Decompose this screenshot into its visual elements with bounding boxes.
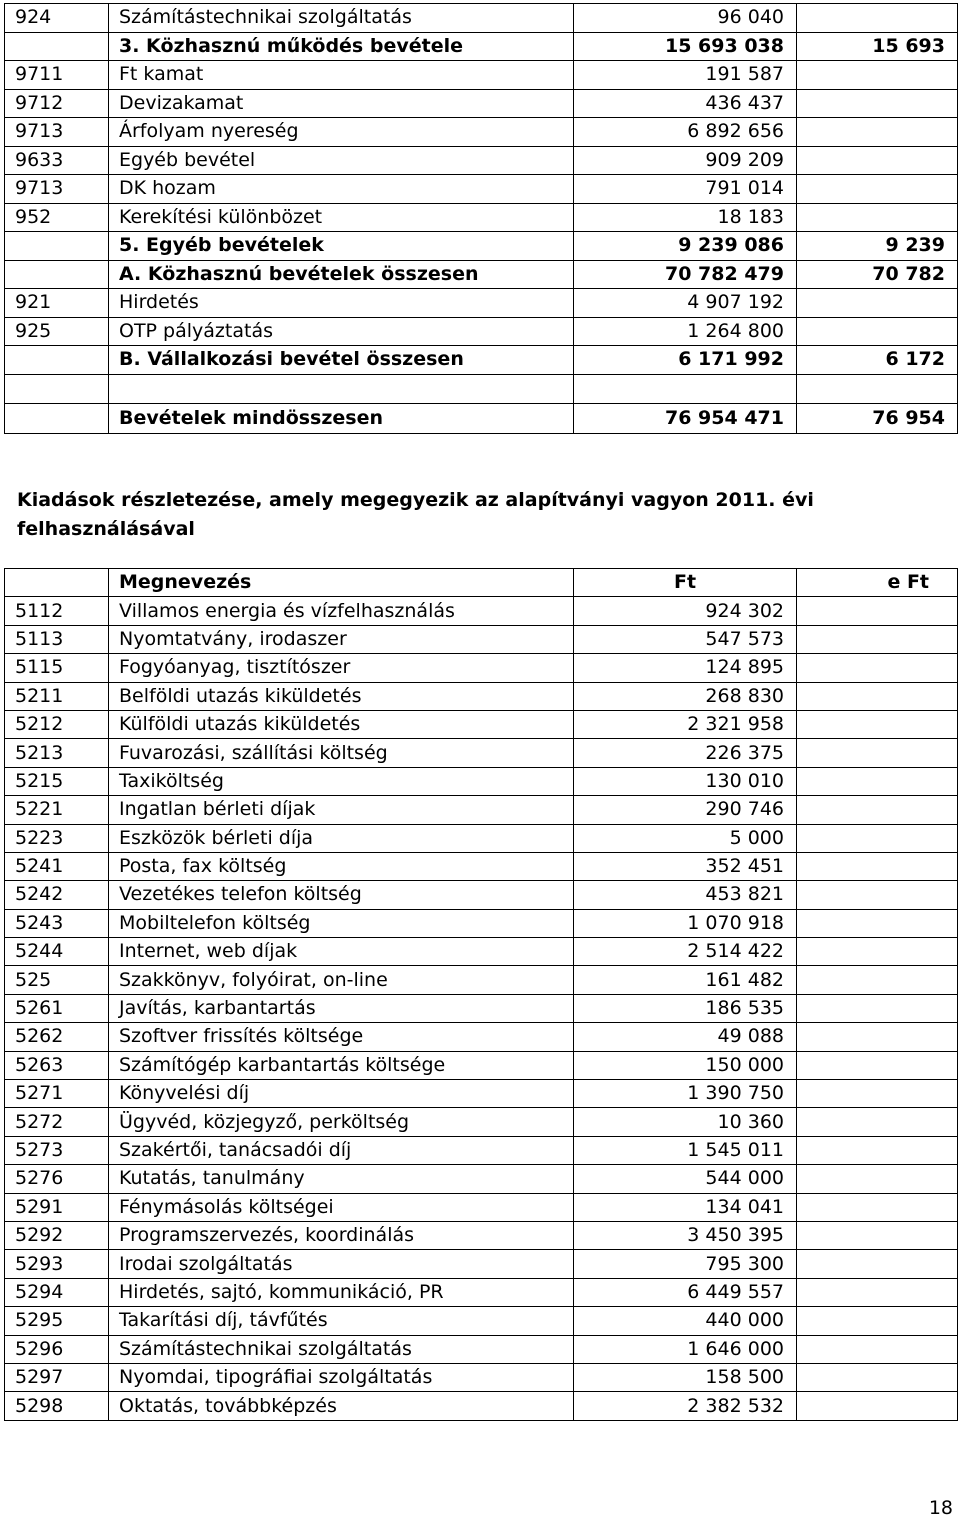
expense-label: Ügyvéd, közjegyző, perköltség	[109, 1108, 574, 1136]
income-row	[5, 61, 958, 90]
expense-row	[5, 966, 958, 994]
grand-total-label: Bevételek mindösszesen	[109, 404, 574, 434]
expense-ft: 10 360	[574, 1108, 797, 1136]
income-ft: 70 782 479	[574, 260, 797, 289]
expense-row	[5, 1392, 958, 1420]
expense-label: Eszközök bérleti díja	[109, 824, 574, 852]
expense-eft	[797, 1136, 958, 1164]
income-ft: 6 892 656	[574, 118, 797, 147]
income-ft: 6 171 992	[574, 346, 797, 375]
expense-label: Kutatás, tanulmány	[109, 1165, 574, 1193]
expense-label: Könyvelési díj	[109, 1080, 574, 1108]
income-ft: 15 693 038	[574, 32, 797, 61]
income-code: 9713	[5, 118, 109, 147]
expense-label: Ingatlan bérleti díjak	[109, 796, 574, 824]
expense-ft: 124 895	[574, 654, 797, 682]
income-eft	[797, 175, 958, 204]
expense-code: 5242	[5, 881, 109, 909]
expense-heading: Kiadások részletezése, amely megegyezik az alapítványi vagyon 2011. évi felhasználásával	[17, 489, 814, 540]
expense-row	[5, 739, 958, 767]
expense-row	[5, 1363, 958, 1391]
expense-code: 5212	[5, 710, 109, 738]
expense-eft	[797, 1080, 958, 1108]
income-row	[5, 317, 958, 346]
expense-code: 525	[5, 966, 109, 994]
expense-eft	[797, 796, 958, 824]
income-subtotal-row	[5, 32, 958, 61]
expense-eft	[797, 994, 958, 1022]
expense-label: Oktatás, továbbképzés	[109, 1392, 574, 1420]
income-eft: 15 693	[797, 32, 958, 61]
expense-eft	[797, 1221, 958, 1249]
expense-row	[5, 1278, 958, 1306]
expense-label: Irodai szolgáltatás	[109, 1250, 574, 1278]
income-eft	[797, 89, 958, 118]
income-row	[5, 289, 958, 318]
expense-code: 5262	[5, 1023, 109, 1051]
expense-code: 5261	[5, 994, 109, 1022]
income-label: A. Közhasznú bevételek összesen	[109, 260, 574, 289]
income-label: Kerekítési különbözet	[109, 203, 574, 232]
expense-code: 5211	[5, 682, 109, 710]
expense-eft	[797, 824, 958, 852]
income-eft: 9 239	[797, 232, 958, 261]
expense-eft	[797, 682, 958, 710]
income-eft	[797, 317, 958, 346]
expense-row	[5, 796, 958, 824]
expense-ft: 161 482	[574, 966, 797, 994]
income-subtotal-row	[5, 232, 958, 261]
expense-eft	[797, 1193, 958, 1221]
expense-code: 5271	[5, 1080, 109, 1108]
expense-row	[5, 1136, 958, 1164]
expense-row	[5, 938, 958, 966]
income-label: Egyéb bevétel	[109, 146, 574, 175]
expense-row	[5, 881, 958, 909]
expense-eft	[797, 966, 958, 994]
expense-ft: 1 545 011	[574, 1136, 797, 1164]
income-code: 952	[5, 203, 109, 232]
expense-ft: 134 041	[574, 1193, 797, 1221]
expense-code: 5292	[5, 1221, 109, 1249]
expense-ft: 2 382 532	[574, 1392, 797, 1420]
expense-row	[5, 710, 958, 738]
expense-ft: 3 450 395	[574, 1221, 797, 1249]
expense-code: 5241	[5, 852, 109, 880]
grand-total-code	[5, 404, 109, 434]
expense-row	[5, 767, 958, 795]
expense-row	[5, 1165, 958, 1193]
expense-ft: 2 514 422	[574, 938, 797, 966]
expense-code: 5293	[5, 1250, 109, 1278]
income-eft	[797, 203, 958, 232]
expense-label: Fogyóanyag, tisztítószer	[109, 654, 574, 682]
income-code	[5, 260, 109, 289]
expense-code: 5272	[5, 1108, 109, 1136]
expense-label: Belföldi utazás kiküldetés	[109, 682, 574, 710]
expense-row	[5, 654, 958, 682]
income-code: 9711	[5, 61, 109, 90]
expense-table	[4, 568, 958, 1421]
expense-label: Nyomtatvány, irodaszer	[109, 625, 574, 653]
income-label: OTP pályáztatás	[109, 317, 574, 346]
expense-code: 5276	[5, 1165, 109, 1193]
expense-eft	[797, 597, 958, 625]
expense-header-row	[5, 569, 958, 597]
income-table-body	[5, 4, 958, 375]
income-label: Árfolyam nyereség	[109, 118, 574, 147]
expense-code: 5295	[5, 1307, 109, 1335]
expense-eft	[797, 852, 958, 880]
income-label: 3. Közhasznú működés bevétele	[109, 32, 574, 61]
income-eft: 70 782	[797, 260, 958, 289]
expense-eft	[797, 1165, 958, 1193]
grand-total-ft: 76 954 471	[574, 404, 797, 434]
expense-label: Vezetékes telefon költség	[109, 881, 574, 909]
expense-code: 5298	[5, 1392, 109, 1420]
expense-row	[5, 1250, 958, 1278]
expense-ft: 352 451	[574, 852, 797, 880]
expense-row	[5, 1307, 958, 1335]
expense-code: 5291	[5, 1193, 109, 1221]
expense-eft	[797, 739, 958, 767]
income-subtotal-row	[5, 260, 958, 289]
grand-total-eft: 76 954	[797, 404, 958, 434]
expense-code: 5244	[5, 938, 109, 966]
income-row	[5, 118, 958, 147]
spacer-row	[5, 374, 958, 404]
expense-row	[5, 682, 958, 710]
expense-row	[5, 1193, 958, 1221]
expense-ft: 150 000	[574, 1051, 797, 1079]
expense-code: 5223	[5, 824, 109, 852]
expense-code: 5273	[5, 1136, 109, 1164]
expense-label: Szakértői, tanácsadói díj	[109, 1136, 574, 1164]
header-code	[5, 569, 109, 597]
income-code: 9712	[5, 89, 109, 118]
expense-eft	[797, 1307, 958, 1335]
expense-row	[5, 852, 958, 880]
expense-ft: 268 830	[574, 682, 797, 710]
income-code: 924	[5, 4, 109, 33]
income-ft: 9 239 086	[574, 232, 797, 261]
expense-ft: 1 390 750	[574, 1080, 797, 1108]
income-eft	[797, 289, 958, 318]
expense-ft: 2 321 958	[574, 710, 797, 738]
expense-eft	[797, 1023, 958, 1051]
expense-eft	[797, 881, 958, 909]
income-subtotal-row	[5, 346, 958, 375]
expense-ft: 49 088	[574, 1023, 797, 1051]
income-label: Számítástechnikai szolgáltatás	[109, 4, 574, 33]
expense-eft	[797, 1278, 958, 1306]
expense-row	[5, 1023, 958, 1051]
expense-eft	[797, 1335, 958, 1363]
expense-code: 5297	[5, 1363, 109, 1391]
income-row	[5, 146, 958, 175]
expense-code: 5213	[5, 739, 109, 767]
income-label: Devizakamat	[109, 89, 574, 118]
expense-row	[5, 1051, 958, 1079]
income-ft: 18 183	[574, 203, 797, 232]
grand-total-row	[5, 404, 958, 434]
income-code: 925	[5, 317, 109, 346]
header-eft: e Ft	[797, 569, 958, 597]
expense-label: Külföldi utazás kiküldetés	[109, 710, 574, 738]
expense-row	[5, 625, 958, 653]
expense-label: Takarítási díj, távfűtés	[109, 1307, 574, 1335]
expense-label: Fuvarozási, szállítási költség	[109, 739, 574, 767]
expense-row	[5, 824, 958, 852]
expense-code: 5215	[5, 767, 109, 795]
expense-code: 5263	[5, 1051, 109, 1079]
income-row	[5, 4, 958, 33]
expense-label: Fénymásolás költségei	[109, 1193, 574, 1221]
income-row	[5, 89, 958, 118]
income-code	[5, 232, 109, 261]
expense-ft: 158 500	[574, 1363, 797, 1391]
expense-ft: 924 302	[574, 597, 797, 625]
income-label: Ft kamat	[109, 61, 574, 90]
income-eft	[797, 61, 958, 90]
expense-ft: 453 821	[574, 881, 797, 909]
income-label: B. Vállalkozási bevétel összesen	[109, 346, 574, 375]
expense-eft	[797, 710, 958, 738]
expense-label: Számítógép karbantartás költsége	[109, 1051, 574, 1079]
expense-eft	[797, 625, 958, 653]
header-ft: Ft	[574, 569, 797, 597]
income-ft: 96 040	[574, 4, 797, 33]
expense-eft	[797, 1363, 958, 1391]
income-table	[4, 3, 958, 434]
expense-ft: 795 300	[574, 1250, 797, 1278]
income-code: 921	[5, 289, 109, 318]
expense-ft: 186 535	[574, 994, 797, 1022]
expense-label: Nyomdai, tipográfiai szolgáltatás	[109, 1363, 574, 1391]
expense-row	[5, 1108, 958, 1136]
expense-eft	[797, 654, 958, 682]
expense-ft: 547 573	[574, 625, 797, 653]
income-label: Hirdetés	[109, 289, 574, 318]
income-code	[5, 346, 109, 375]
income-ft: 791 014	[574, 175, 797, 204]
expense-code: 5296	[5, 1335, 109, 1363]
expense-eft	[797, 1051, 958, 1079]
income-code: 9713	[5, 175, 109, 204]
income-eft: 6 172	[797, 346, 958, 375]
expense-row	[5, 1080, 958, 1108]
expense-row	[5, 597, 958, 625]
expense-ft: 290 746	[574, 796, 797, 824]
income-code	[5, 32, 109, 61]
expense-row	[5, 1221, 958, 1249]
expense-label: Taxiköltség	[109, 767, 574, 795]
expense-label: Villamos energia és vízfelhasználás	[109, 597, 574, 625]
expense-eft	[797, 938, 958, 966]
expense-label: Szoftver frissítés költsége	[109, 1023, 574, 1051]
expense-label: Internet, web díjak	[109, 938, 574, 966]
income-ft: 191 587	[574, 61, 797, 90]
expense-label: Mobiltelefon költség	[109, 909, 574, 937]
income-ft: 1 264 800	[574, 317, 797, 346]
expense-ft: 130 010	[574, 767, 797, 795]
expense-code: 5113	[5, 625, 109, 653]
income-eft	[797, 4, 958, 33]
income-label: DK hozam	[109, 175, 574, 204]
expense-row	[5, 994, 958, 1022]
income-label: 5. Egyéb bevételek	[109, 232, 574, 261]
expense-label: Hirdetés, sajtó, kommunikáció, PR	[109, 1278, 574, 1306]
expense-ft: 6 449 557	[574, 1278, 797, 1306]
income-row	[5, 203, 958, 232]
income-row	[5, 175, 958, 204]
expense-table-body	[5, 597, 958, 1420]
expense-code: 5221	[5, 796, 109, 824]
income-ft: 436 437	[574, 89, 797, 118]
expense-eft	[797, 1392, 958, 1420]
expense-ft: 544 000	[574, 1165, 797, 1193]
income-eft	[797, 118, 958, 147]
income-eft	[797, 146, 958, 175]
expense-row	[5, 909, 958, 937]
income-total-section	[5, 374, 958, 433]
page-number: 18	[928, 1497, 953, 1519]
expense-eft	[797, 909, 958, 937]
expense-eft	[797, 767, 958, 795]
expense-ft: 226 375	[574, 739, 797, 767]
income-ft: 909 209	[574, 146, 797, 175]
expense-label: Posta, fax költség	[109, 852, 574, 880]
expense-code: 5112	[5, 597, 109, 625]
expense-eft	[797, 1108, 958, 1136]
expense-ft: 440 000	[574, 1307, 797, 1335]
expense-label: Szakkönyv, folyóirat, on-line	[109, 966, 574, 994]
expense-row	[5, 1335, 958, 1363]
expense-code: 5115	[5, 654, 109, 682]
expense-ft: 5 000	[574, 824, 797, 852]
expense-label: Javítás, karbantartás	[109, 994, 574, 1022]
expense-ft: 1 070 918	[574, 909, 797, 937]
expense-code: 5294	[5, 1278, 109, 1306]
expense-label: Programszervezés, koordinálás	[109, 1221, 574, 1249]
income-code: 9633	[5, 146, 109, 175]
expense-label: Számítástechnikai szolgáltatás	[109, 1335, 574, 1363]
header-name: Megnevezés	[109, 569, 574, 597]
expense-eft	[797, 1250, 958, 1278]
income-ft: 4 907 192	[574, 289, 797, 318]
expense-code: 5243	[5, 909, 109, 937]
expense-ft: 1 646 000	[574, 1335, 797, 1363]
